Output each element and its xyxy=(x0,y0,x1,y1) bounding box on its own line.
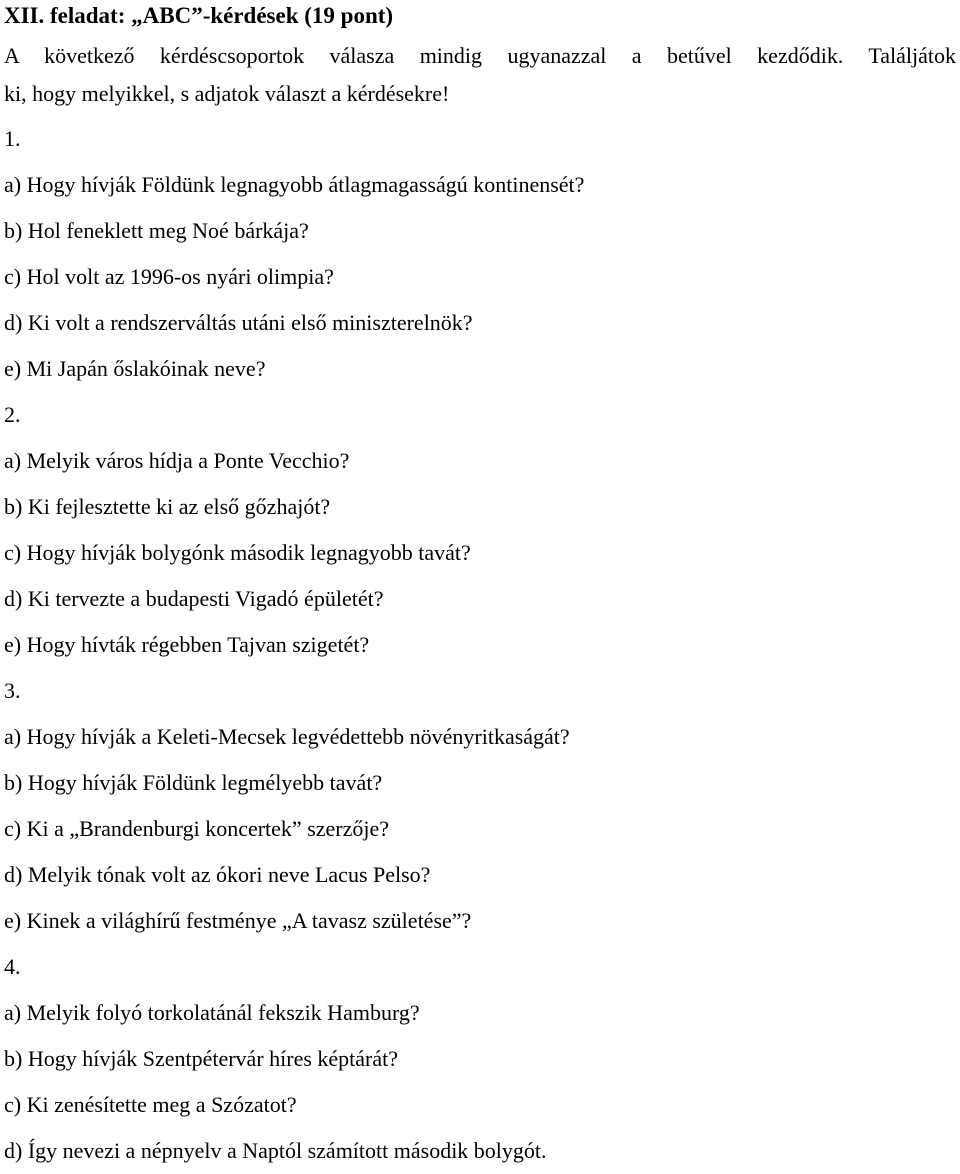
instructions-line-1: A következő kérdéscsoportok válasza mindig ugyanazzal a betűvel kezdődik. Találjátok xyxy=(4,43,956,68)
question: b) Ki fejlesztette ki az első gőzhajót? xyxy=(4,494,331,519)
question: a) Hogy hívják Földünk legnagyobb átlagmagasságú kontinensét? xyxy=(4,172,585,197)
instructions-line-2: ki, hogy melyikkel, s adjatok választ a kérdésekre! xyxy=(4,81,450,106)
task-instructions xyxy=(4,33,956,116)
question: d) Ki tervezte a budapesti Vigadó épületét? xyxy=(4,586,384,611)
question-group xyxy=(4,392,956,668)
question-group xyxy=(4,116,956,392)
question: c) Ki zenésítette meg a Szózatot? xyxy=(4,1092,297,1117)
question: b) Hol feneklett meg Noé bárkája? xyxy=(4,218,309,243)
question: e) Kinek a világhírű festménye „A tavasz születése”? xyxy=(4,908,472,933)
question: c) Ki a „Brandenburgi koncertek” szerzője? xyxy=(4,816,390,841)
question-groups xyxy=(4,116,956,1174)
question: a) Melyik folyó torkolatánál fekszik Hamburg? xyxy=(4,1000,420,1025)
group-number: 2. xyxy=(4,402,21,427)
question-group xyxy=(4,944,956,1174)
document-page xyxy=(4,0,956,1174)
question: d) Ki volt a rendszerváltás utáni első miniszterelnök? xyxy=(4,310,473,335)
question: e) Hogy hívták régebben Tajvan szigetét? xyxy=(4,632,370,657)
question: e) Mi Japán őslakóinak neve? xyxy=(4,356,266,381)
question-group xyxy=(4,668,956,944)
question: a) Melyik város hídja a Ponte Vecchio? xyxy=(4,448,350,473)
question: a) Hogy hívják a Keleti-Mecsek legvédettebb növényritkaságát? xyxy=(4,724,570,749)
question: b) Hogy hívják Földünk legmélyebb tavát? xyxy=(4,770,383,795)
question: c) Hol volt az 1996-os nyári olimpia? xyxy=(4,264,334,289)
question: b) Hogy hívják Szentpétervár híres képtárát? xyxy=(4,1046,399,1071)
group-number: 1. xyxy=(4,126,21,151)
question: d) Melyik tónak volt az ókori neve Lacus Pelso? xyxy=(4,862,431,887)
group-number: 4. xyxy=(4,954,21,979)
question: c) Hogy hívják bolygónk második legnagyobb tavát? xyxy=(4,540,471,565)
group-number: 3. xyxy=(4,678,21,703)
task-title: XII. feladat: „ABC”-kérdések (19 pont) xyxy=(4,3,394,28)
question: d) Így nevezi a népnyelv a Naptól számított második bolygót. xyxy=(4,1138,547,1163)
